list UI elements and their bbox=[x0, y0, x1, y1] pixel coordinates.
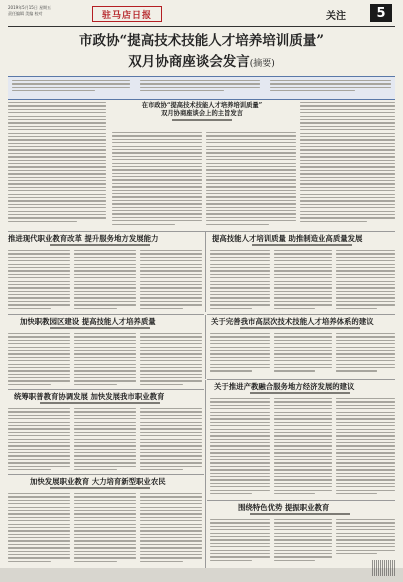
page-title-line-1: 市政协“提高技术技能人才培养培训质量” bbox=[78, 33, 325, 49]
article-heading: 推进现代职业教育改革 提升服务地方发展能力 bbox=[8, 234, 159, 243]
article-body bbox=[274, 250, 332, 312]
article-heading: 提高技能人才培训质量 助推制造业高质量发展 bbox=[212, 234, 363, 243]
article-body bbox=[274, 333, 332, 377]
section-divider bbox=[8, 389, 204, 390]
article-byline bbox=[250, 392, 350, 394]
article-body bbox=[336, 333, 395, 377]
article-body bbox=[8, 493, 70, 565]
date-line-2: 责任编辑 美编 校对 bbox=[8, 11, 43, 16]
article-heading: 统筹职普教育协调发展 加快发展我市职业教育 bbox=[14, 392, 165, 401]
section-divider bbox=[207, 379, 395, 380]
article-body bbox=[300, 102, 395, 228]
article-heading: 关于推进产教融合服务地方经济发展的建议 bbox=[214, 382, 355, 391]
masthead-rule bbox=[8, 26, 395, 27]
article-body bbox=[8, 333, 70, 387]
page-number-badge: 5 bbox=[370, 4, 392, 22]
article-body bbox=[112, 132, 202, 228]
date-line bbox=[8, 5, 51, 17]
barcode-icon bbox=[372, 560, 396, 576]
article-body bbox=[274, 519, 332, 565]
article-body bbox=[336, 250, 395, 312]
article-heading: 关于完善我市高层次技术技能人才培养体系的建议 bbox=[211, 317, 374, 326]
article-body bbox=[210, 519, 270, 565]
newspaper-logo bbox=[92, 6, 162, 22]
article-body bbox=[140, 408, 202, 472]
article-byline bbox=[40, 402, 160, 404]
article-body bbox=[210, 250, 270, 312]
section-divider bbox=[207, 314, 395, 315]
date-line-1: 2019年5月15日 星期五 bbox=[8, 5, 52, 10]
article-byline bbox=[252, 244, 352, 246]
article-byline bbox=[50, 487, 150, 489]
section-divider bbox=[8, 474, 204, 475]
keynote-title: 在市政协“提高技术技能人才培养培训质量” bbox=[141, 102, 263, 109]
article-byline bbox=[250, 513, 350, 515]
page-title-line-2-text: 双月协商座谈会发言 bbox=[128, 54, 250, 70]
article-heading: 围绕特色优势 提振职业教育 bbox=[238, 503, 330, 512]
page-title-suffix: (摘要) bbox=[249, 59, 275, 69]
article-body bbox=[8, 102, 106, 228]
article-body bbox=[274, 398, 332, 498]
article-body bbox=[140, 493, 202, 565]
logo-text: 驻马店日报 bbox=[101, 10, 152, 21]
article-byline bbox=[50, 244, 150, 246]
column-divider bbox=[205, 500, 206, 568]
article-body bbox=[210, 333, 270, 377]
keynote-subtitle: 双月协商座谈会上的主旨发言 bbox=[161, 110, 243, 117]
section-divider bbox=[8, 314, 204, 315]
editors-note-col-2 bbox=[140, 80, 260, 96]
column-divider bbox=[205, 232, 206, 312]
article-body bbox=[74, 333, 136, 387]
article-byline bbox=[240, 327, 360, 329]
article-body bbox=[74, 250, 136, 312]
article-body bbox=[336, 519, 395, 559]
article-body bbox=[74, 493, 136, 565]
article-byline bbox=[50, 327, 150, 329]
article-body bbox=[74, 408, 136, 472]
editors-note-col-1 bbox=[12, 80, 130, 96]
article-body bbox=[8, 250, 70, 312]
article-body bbox=[206, 132, 296, 228]
article-body bbox=[140, 250, 202, 312]
keynote-byline bbox=[108, 119, 296, 122]
article-body bbox=[210, 398, 270, 498]
article-body bbox=[336, 398, 395, 498]
article-heading: 加快职教园区建设 提高技能人才培养质量 bbox=[20, 317, 156, 326]
page-footer-strip bbox=[0, 568, 403, 582]
page-title-line-2 bbox=[0, 54, 403, 73]
column-divider bbox=[205, 380, 206, 500]
editors-note-col-3 bbox=[270, 80, 391, 96]
article-heading: 加快发展职业教育 大力培育新型职业农民 bbox=[30, 477, 166, 486]
article-body bbox=[140, 333, 202, 387]
section-label: 关注 bbox=[326, 11, 346, 22]
section-divider bbox=[8, 231, 395, 232]
column-divider bbox=[205, 315, 206, 379]
article-body bbox=[8, 408, 70, 472]
section-divider bbox=[207, 500, 395, 501]
